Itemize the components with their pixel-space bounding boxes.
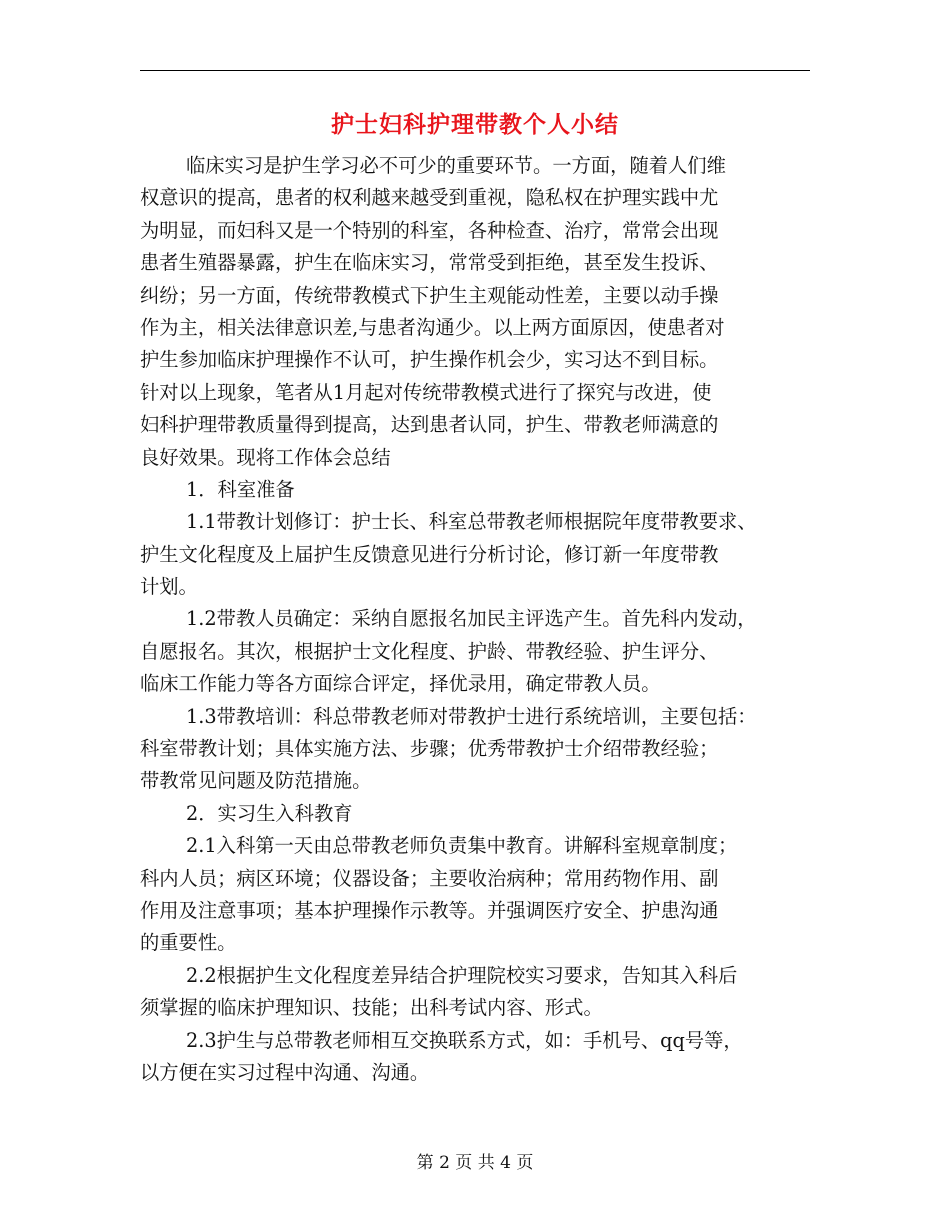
body-text-line: 作用及注意事项；基本护理操作示教等。并强调医疗安全、护患沟通	[140, 898, 719, 922]
body-text-line: 科内人员；病区环境；仪器设备；主要收治病种；常用药物作用、副	[140, 866, 719, 890]
body-text-line: 妇科护理带教质量得到提高，达到患者认同，护生、带教老师满意的	[140, 413, 719, 437]
body-text-line: 1.2带教人员确定：采纳自愿报名加民主评选产生。首先科内发动，	[186, 607, 757, 631]
body-text-line: 带教常见问题及防范措施。	[140, 769, 372, 793]
document-body	[140, 150, 820, 1089]
body-text-line: 护生参加临床护理操作不认可，护生操作机会少，实习达不到目标。	[140, 348, 719, 372]
body-text-line: 作为主，相关法律意识差,与患者沟通少。以上两方面原因，使患者对	[140, 315, 725, 339]
body-text-line: 的重要性。	[140, 931, 237, 955]
body-text-line: 自愿报名。其次，根据护士文化程度、护龄、带教经验、护生评分、	[140, 639, 719, 663]
body-text-line: 科室带教计划；具体实施方法、步骤；优秀带教护士介绍带教经验；	[140, 737, 719, 761]
body-text-line: 1.3带教培训：科总带教老师对带教护士进行系统培训，主要包括：	[186, 704, 757, 728]
body-text-line: 临床实习是护生学习必不可少的重要环节。一方面，随着人们维	[186, 154, 726, 177]
document-title: 护士妇科护理带教个人小结	[331, 112, 619, 138]
body-text-line: 2.1入科第一天由总带教老师负责集中教育。讲解科室规章制度；	[186, 834, 738, 858]
body-text-line: 1．科室准备	[186, 477, 295, 501]
body-text-line: 2.3护生与总带教老师相互交换联系方式，如：手机号、qq号等，	[186, 1028, 743, 1052]
body-text-line: 以方便在实习过程中沟通、沟通。	[140, 1060, 430, 1084]
body-text-line: 1.1带教计划修订：护士长、科室总带教老师根据院年度带教要求、	[186, 510, 757, 534]
body-text-line: 护生文化程度及上届护生反馈意见进行分析讨论，修订新一年度带教	[140, 542, 719, 566]
body-text-line: 纠纷；另一方面，传统带教模式下护生主观能动性差，主要以动手操	[140, 283, 719, 307]
page-number: 第 2 页 共 4 页	[416, 1153, 534, 1173]
header-rule	[140, 70, 810, 71]
body-text-line: 良好效果。现将工作体会总结	[140, 445, 391, 469]
body-text-line: 患者生殖器暴露，护生在临床实习，常常受到拒绝，甚至发生投诉、	[140, 251, 719, 275]
body-text-line: 权意识的提高，患者的权利越来越受到重视，隐私权在护理实践中尤	[140, 186, 719, 210]
body-text-line: 计划。	[140, 575, 198, 599]
body-text-line: 2.2根据护生文化程度差异结合护理院校实习要求，告知其入科后	[186, 963, 738, 987]
body-text-line: 2．实习生入科教育	[186, 801, 353, 825]
body-text-line: 针对以上现象，笔者从1月起对传统带教模式进行了探究与改进，使	[140, 380, 712, 404]
body-text-line: 须掌握的临床护理知识、技能；出科考试内容、形式。	[140, 996, 603, 1020]
body-text-line: 为明显，而妇科又是一个特别的科室，各种检查、治疗，常常会出现	[140, 218, 719, 242]
body-text-line: 临床工作能力等各方面综合评定，择优录用，确定带教人员。	[140, 672, 661, 696]
